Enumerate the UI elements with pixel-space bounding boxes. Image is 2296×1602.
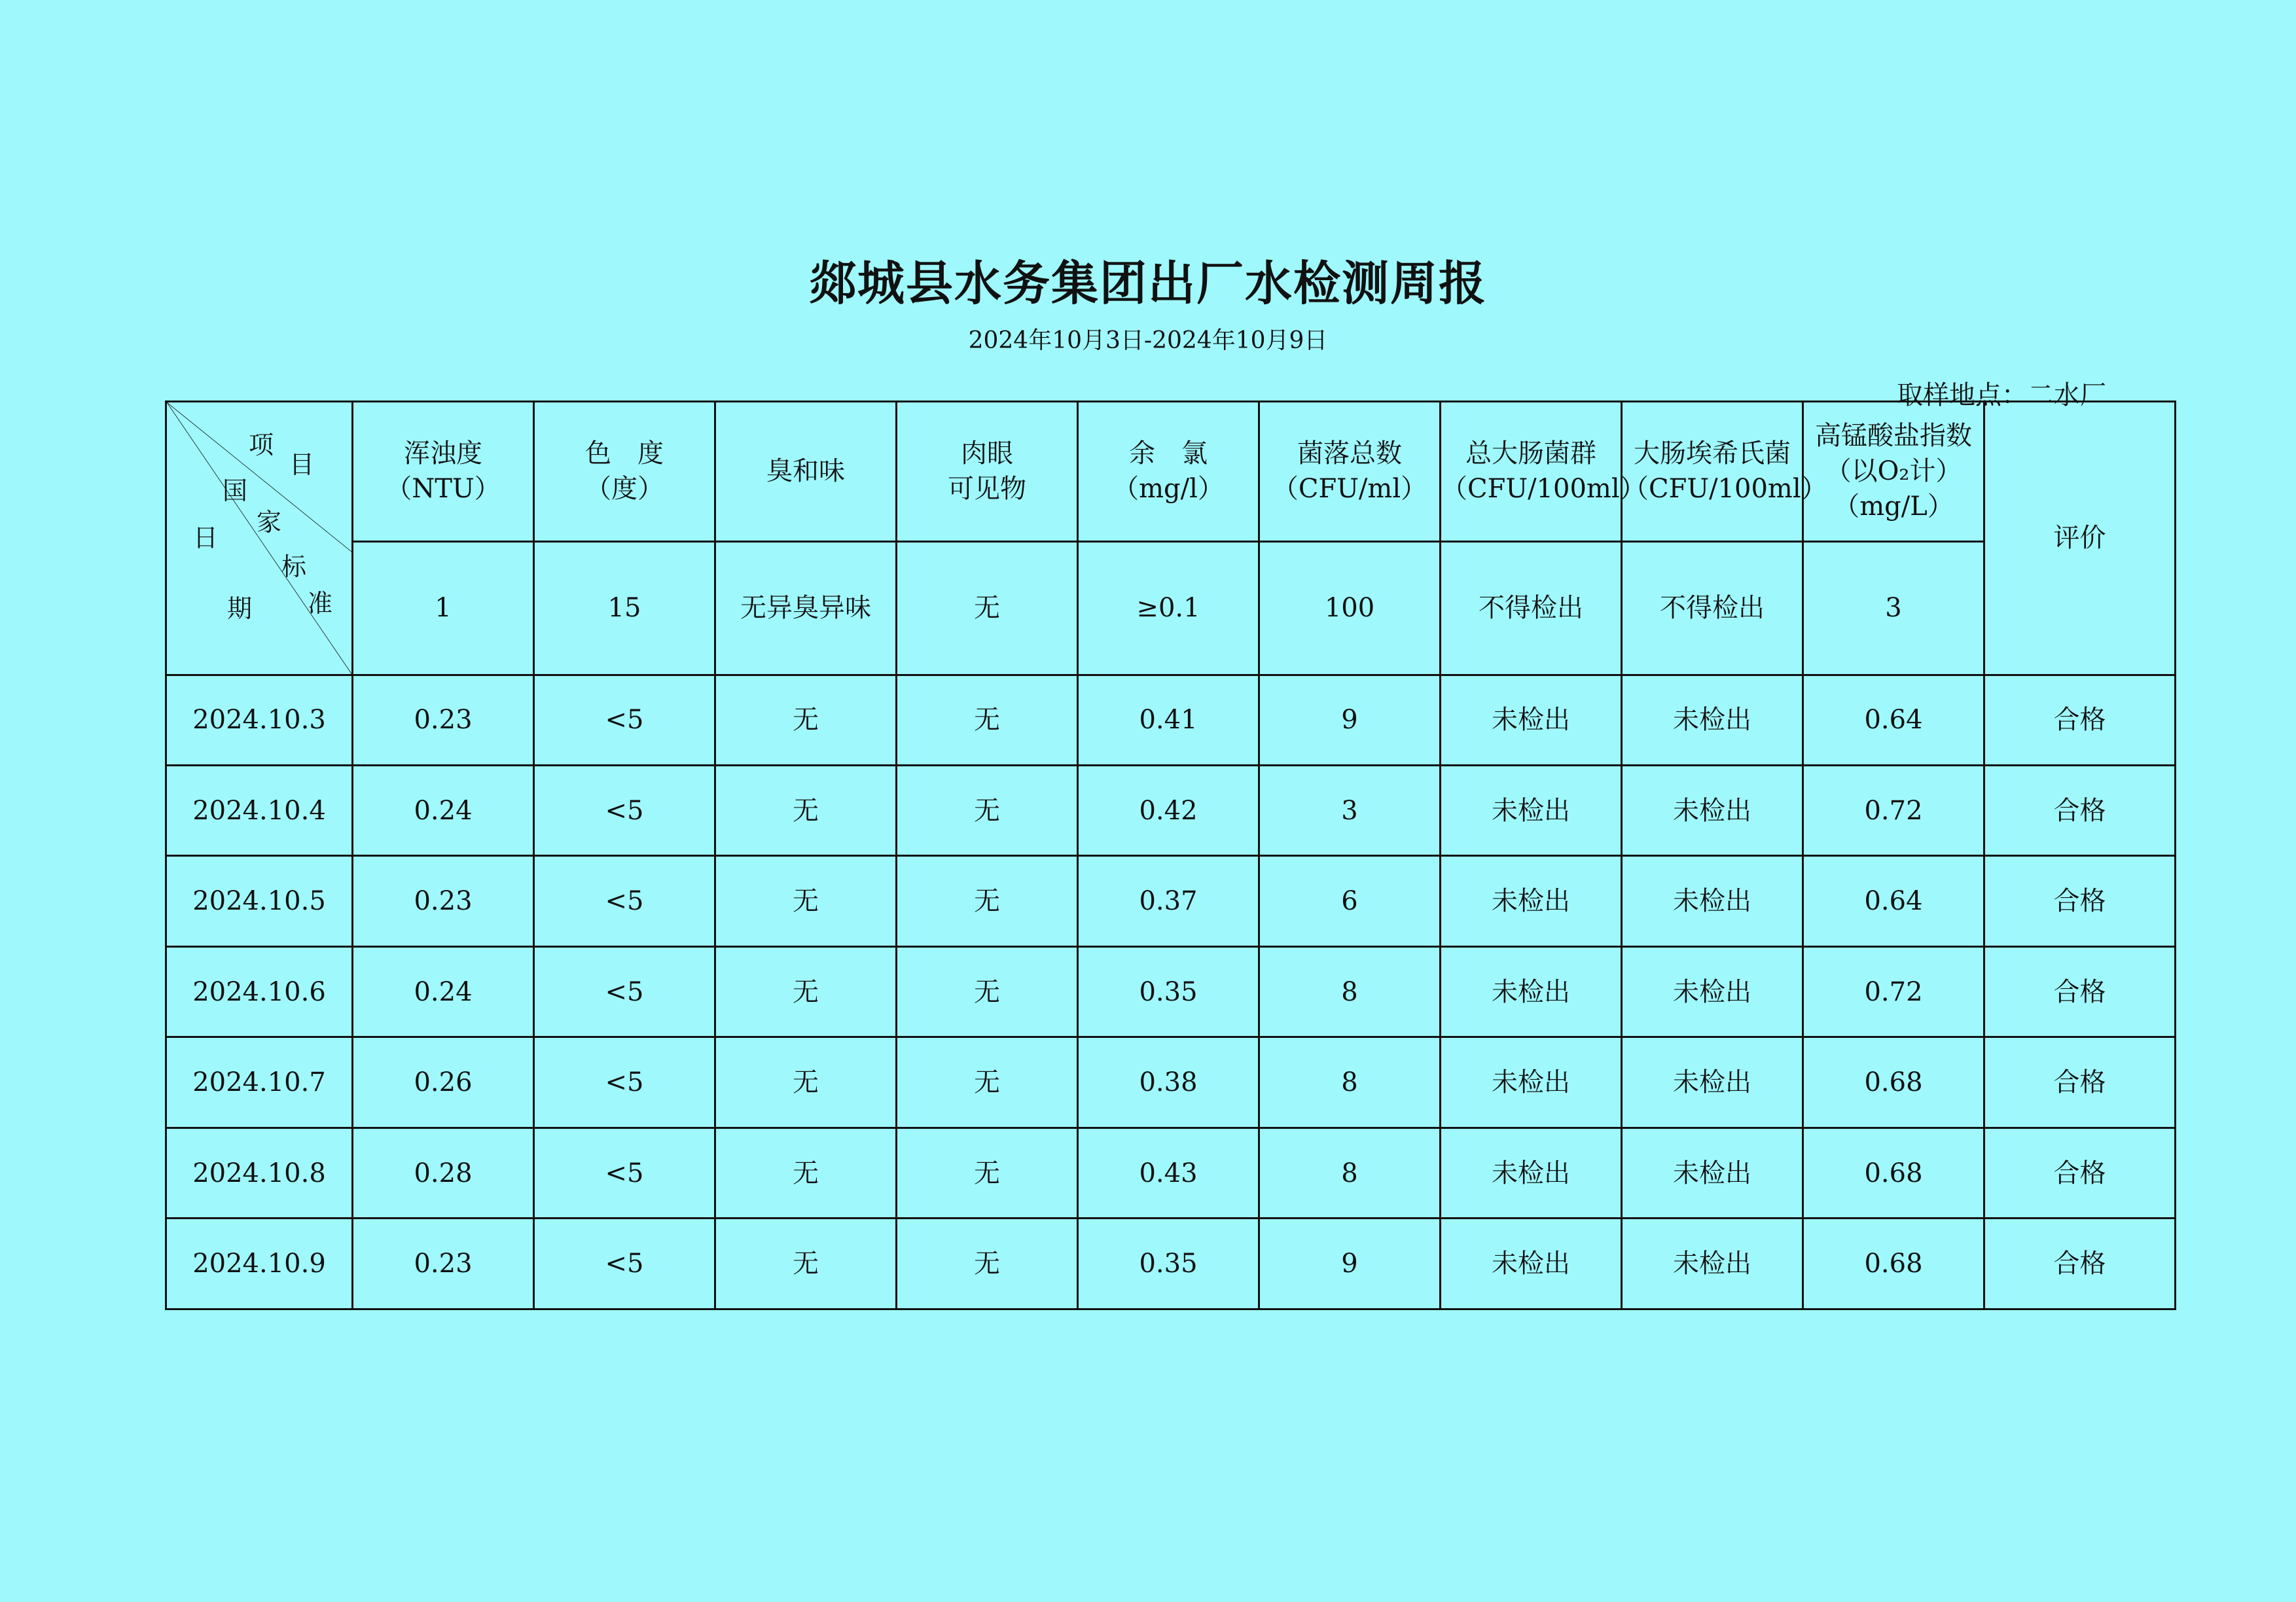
table-cell: 未检出 — [1441, 1219, 1622, 1309]
table-cell: 8 — [1259, 1037, 1441, 1128]
table-cell: 未检出 — [1622, 765, 1803, 855]
col-header-color: 色 度 （度） — [534, 402, 715, 542]
date-cell: 2024.10.3 — [166, 675, 353, 765]
table-cell: 未检出 — [1622, 1219, 1803, 1309]
standard-value: ≥0.1 — [1078, 541, 1259, 675]
table-cell: 未检出 — [1622, 1037, 1803, 1128]
table-cell: 未检出 — [1441, 1128, 1622, 1218]
table-cell: 0.24 — [353, 946, 534, 1037]
standard-value: 无异臭异味 — [715, 541, 897, 675]
table-cell: 未检出 — [1622, 675, 1803, 765]
standard-value: 15 — [534, 541, 715, 675]
table-cell: 无 — [897, 1128, 1078, 1218]
table-cell: 未检出 — [1441, 856, 1622, 946]
col-header-permanganate-index: 高锰酸盐指数 （以O₂计） （mg/L） — [1803, 402, 1984, 542]
table-cell: 0.23 — [353, 675, 534, 765]
table-cell: 0.24 — [353, 765, 534, 855]
col-header-colony-count: 菌落总数 （CFU/ml） — [1259, 402, 1441, 542]
table-cell: 无 — [897, 1037, 1078, 1128]
table-cell: 未检出 — [1622, 856, 1803, 946]
date-cell: 2024.10.7 — [166, 1037, 353, 1128]
date-cell: 2024.10.9 — [166, 1219, 353, 1309]
report-table — [165, 400, 2176, 1310]
table-cell: 合格 — [1984, 1219, 2176, 1309]
table-cell: 合格 — [1984, 1037, 2176, 1128]
table-cell: 未检出 — [1441, 946, 1622, 1037]
table-cell: 0.68 — [1803, 1219, 1984, 1309]
table-cell: 0.28 — [353, 1128, 534, 1218]
corner-cell — [166, 402, 353, 675]
date-cell: 2024.10.6 — [166, 946, 353, 1037]
table-cell: 合格 — [1984, 1128, 2176, 1218]
table-cell: 0.68 — [1803, 1128, 1984, 1218]
table-row — [166, 765, 2176, 855]
table-cell: 0.37 — [1078, 856, 1259, 946]
corner-label: 准 — [308, 589, 333, 618]
table-cell: 0.64 — [1803, 856, 1984, 946]
table-cell: 0.38 — [1078, 1037, 1259, 1128]
table-cell: 无 — [715, 765, 897, 855]
col-header-odor-taste: 臭和味 — [715, 402, 897, 542]
table-cell: <5 — [534, 946, 715, 1037]
table-cell: 无 — [715, 1128, 897, 1218]
corner-label: 家 — [257, 508, 282, 537]
col-header-residual-chlorine: 余 氯 （mg/l） — [1078, 402, 1259, 542]
table-cell: 0.23 — [353, 1219, 534, 1309]
table-cell: 无 — [715, 675, 897, 765]
col-header-total-coliforms: 总大肠菌群 （CFU/100ml） — [1441, 402, 1622, 542]
table-cell: 0.68 — [1803, 1037, 1984, 1128]
table-cell: 6 — [1259, 856, 1441, 946]
table-cell: 0.42 — [1078, 765, 1259, 855]
table-row — [166, 856, 2176, 946]
table-cell: 9 — [1259, 1219, 1441, 1309]
header-row — [166, 402, 2176, 542]
date-cell: 2024.10.5 — [166, 856, 353, 946]
table-cell: 8 — [1259, 1128, 1441, 1218]
table-row — [166, 1219, 2176, 1309]
col-header-turbidity: 浑浊度 （NTU） — [353, 402, 534, 542]
table-cell: <5 — [534, 675, 715, 765]
corner-label: 国 — [223, 476, 248, 505]
table-cell: 合格 — [1984, 765, 2176, 855]
corner-label: 项 — [249, 431, 274, 459]
table-cell: 9 — [1259, 675, 1441, 765]
table-row — [166, 1037, 2176, 1128]
table-cell: <5 — [534, 1128, 715, 1218]
table-row — [166, 946, 2176, 1037]
page-title: 郯城县水务集团出厂水检测周报 — [808, 256, 1487, 311]
standard-value: 100 — [1259, 541, 1441, 675]
table-cell: 0.26 — [353, 1037, 534, 1128]
table-cell: 未检出 — [1622, 1128, 1803, 1218]
sampling-location: 取样地点：二水厂 — [1897, 380, 2106, 410]
table-cell: <5 — [534, 1037, 715, 1128]
table-cell: <5 — [534, 1219, 715, 1309]
corner-label: 期 — [227, 594, 253, 623]
table-cell: 未检出 — [1622, 946, 1803, 1037]
standard-value: 无 — [897, 541, 1078, 675]
table-cell: <5 — [534, 765, 715, 855]
col-header-evaluation: 评价 — [1984, 402, 2176, 675]
corner-label: 标 — [281, 552, 307, 581]
table-cell: 无 — [897, 675, 1078, 765]
table-cell: 未检出 — [1441, 675, 1622, 765]
table-cell: 无 — [897, 946, 1078, 1037]
table-row — [166, 1128, 2176, 1218]
table-cell: 无 — [715, 1037, 897, 1128]
col-header-e-coli: 大肠埃希氏菌 （CFU/100ml） — [1622, 402, 1803, 542]
table-cell: 无 — [715, 946, 897, 1037]
table-cell: 0.41 — [1078, 675, 1259, 765]
date-cell: 2024.10.8 — [166, 1128, 353, 1218]
corner-label: 日 — [193, 524, 219, 552]
col-header-visible-matter: 肉眼 可见物 — [897, 402, 1078, 542]
table-cell: 0.35 — [1078, 1219, 1259, 1309]
date-cell: 2024.10.4 — [166, 765, 353, 855]
standard-row — [166, 541, 2176, 675]
table-cell: 无 — [897, 765, 1078, 855]
table-cell: 合格 — [1984, 946, 2176, 1037]
table-cell: 未检出 — [1441, 1037, 1622, 1128]
standard-value: 1 — [353, 541, 534, 675]
table-cell: 3 — [1259, 765, 1441, 855]
date-range: 2024年10月3日-2024年10月9日 — [968, 327, 1328, 354]
table-cell: 无 — [897, 1219, 1078, 1309]
table-cell: 0.43 — [1078, 1128, 1259, 1218]
table-cell: 无 — [715, 856, 897, 946]
table-cell: 合格 — [1984, 856, 2176, 946]
corner-label: 目 — [289, 450, 315, 479]
table-cell: 8 — [1259, 946, 1441, 1037]
table-row — [166, 675, 2176, 765]
table-cell: <5 — [534, 856, 715, 946]
table-cell: 0.72 — [1803, 765, 1984, 855]
standard-value: 不得检出 — [1441, 541, 1622, 675]
standard-value: 不得检出 — [1622, 541, 1803, 675]
table-cell: 0.23 — [353, 856, 534, 946]
table-cell: 0.35 — [1078, 946, 1259, 1037]
table-cell: 0.72 — [1803, 946, 1984, 1037]
table-cell: 无 — [897, 856, 1078, 946]
table-cell: 未检出 — [1441, 765, 1622, 855]
table-cell: 合格 — [1984, 675, 2176, 765]
table-cell: 无 — [715, 1219, 897, 1309]
standard-value: 3 — [1803, 541, 1984, 675]
table-cell: 0.64 — [1803, 675, 1984, 765]
